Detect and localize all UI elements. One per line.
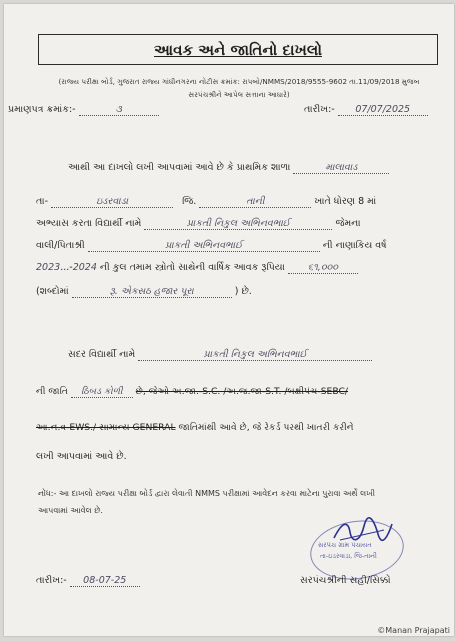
notice-line-1: (રાજ્ય પરીક્ષા બોર્ડ, ગુજરાત રાજ્ય ગાંધીનગરના નોટીસ ક્રમાંક: રાપબો/NMMS/2018/9555-9602 તા.11/09/2018 મુજબ (58, 77, 420, 86)
year-dash: ...- (60, 262, 73, 273)
words-value: રૂ. એકસઠ હજાર પૂરા (72, 286, 232, 298)
student-value: પ્રાકતી નિકુલ અભિનવભાઈ (144, 218, 332, 230)
caste-line (36, 386, 348, 398)
footer-date-value: 08-07-25 (70, 575, 140, 587)
notice-line-2: સરપંચશ્રીને આપેલ સત્તાના આધારે) (188, 90, 290, 99)
words-end: ) છે. (234, 286, 252, 297)
year-start: 2023 (36, 262, 61, 273)
certificate-paper (4, 4, 454, 636)
student-text: અભ્યાસ કરતા વિદ્યાર્થી નામે (36, 218, 142, 229)
ji-value: તાની (199, 196, 311, 208)
title-box (38, 34, 438, 65)
year-end: 2024 (72, 262, 97, 273)
issued-line (36, 451, 127, 462)
ews-option: આ.ન.વ-EWS./ સામાન્ય GENERAL (36, 422, 176, 433)
date-value: 07/07/2025 (338, 104, 428, 116)
date-label: તારીખ:- (304, 104, 335, 115)
school-value: માલાવાડ (293, 162, 389, 174)
cert-number-row (8, 104, 159, 116)
footer-date-row (36, 575, 140, 587)
ji-label: જિ. (182, 196, 197, 207)
words-line (36, 286, 252, 298)
issued-text: લખી આપવામાં આવે છે. (36, 451, 127, 462)
notice-text (34, 75, 444, 101)
school-line (68, 162, 389, 174)
caste-prefix: ની જાતિ (36, 386, 68, 397)
parent-text: વાલી/પિતાશ્રી (36, 240, 85, 251)
caste-end: જાતિમાંથી આવે છે, જે રેકર્ડ પરથી ખાતરી કરીને (178, 422, 354, 433)
cert-number-value: ૩ (79, 104, 159, 116)
income-text: ની કુલ તમામ સ્ત્રોતો સાથેની વાર્ષિક આવક રૂપિયા (99, 262, 285, 273)
certificate-title: આવક અને જાતિનો દાખલો (154, 41, 322, 59)
school-line-text: આથી આ દાખલો લખી આપવામાં આવે છે કે પ્રાથમિક શાળા (68, 162, 291, 173)
location-line (36, 196, 376, 208)
jemna-text: જેમના (335, 218, 361, 229)
footer-date-label: તારીખ:- (36, 575, 67, 586)
note-line-1: નોંધ:- આ દાખલો રાજ્ય પરીક્ષા બોર્ડ દ્વારા લેવાતી NMMS પરીક્ષામાં આવેદન કરવા માટેના પુરાવા અર્થે લખી (38, 489, 376, 498)
income-line (36, 262, 358, 274)
date-row (304, 104, 428, 116)
income-value: ૬૧,૦૦૦ (288, 262, 358, 274)
watermark: ©Manan Prajapati (377, 626, 450, 635)
stamp-line-1: સરપંચ ગ્રામ પંચાયત (318, 541, 372, 549)
signature-icon (330, 516, 394, 546)
note (38, 485, 443, 519)
cert-number-label: પ્રમાણપત્ર ક્રમાંક:- (8, 104, 76, 115)
ews-line (36, 422, 354, 433)
student-line (36, 218, 361, 230)
ta-value: ઇડરવાડા (51, 196, 173, 208)
words-label: (શબ્દોમાં (36, 286, 69, 297)
parent-line (36, 240, 387, 252)
note-line-2: આપવામાં આવેલ છે. (38, 506, 103, 515)
fiscal-text: ની નાણાકિય વર્ષ (322, 240, 387, 251)
ta-label: તા- (36, 196, 49, 207)
student2-value: પ્રાકતી નિકુલ અભિનવભાઈ (138, 349, 372, 361)
caste-options: છે, જેઓ અ.જા.-S.C. /અ.જ.જા-S.T. / (135, 386, 288, 397)
student2-text: સદર વિદ્યાર્થી નામે (68, 349, 136, 360)
signature-label: સરપંચશ્રીની સહી/સિક્કો (300, 575, 391, 586)
student2-line (68, 349, 372, 361)
caste-value: ઠિબડ કોળી (71, 386, 133, 398)
parent-value: પ્રાકતી અભિનવભાઈ (88, 240, 320, 252)
stamp-line-2: તા-ઇડરવાડા, જિ-તાની (320, 552, 377, 560)
standard-text: ખાતે ધોરણ 8 માં (314, 196, 377, 207)
sebc-option: બક્ષીપંચ-SEBC/ (287, 386, 349, 397)
